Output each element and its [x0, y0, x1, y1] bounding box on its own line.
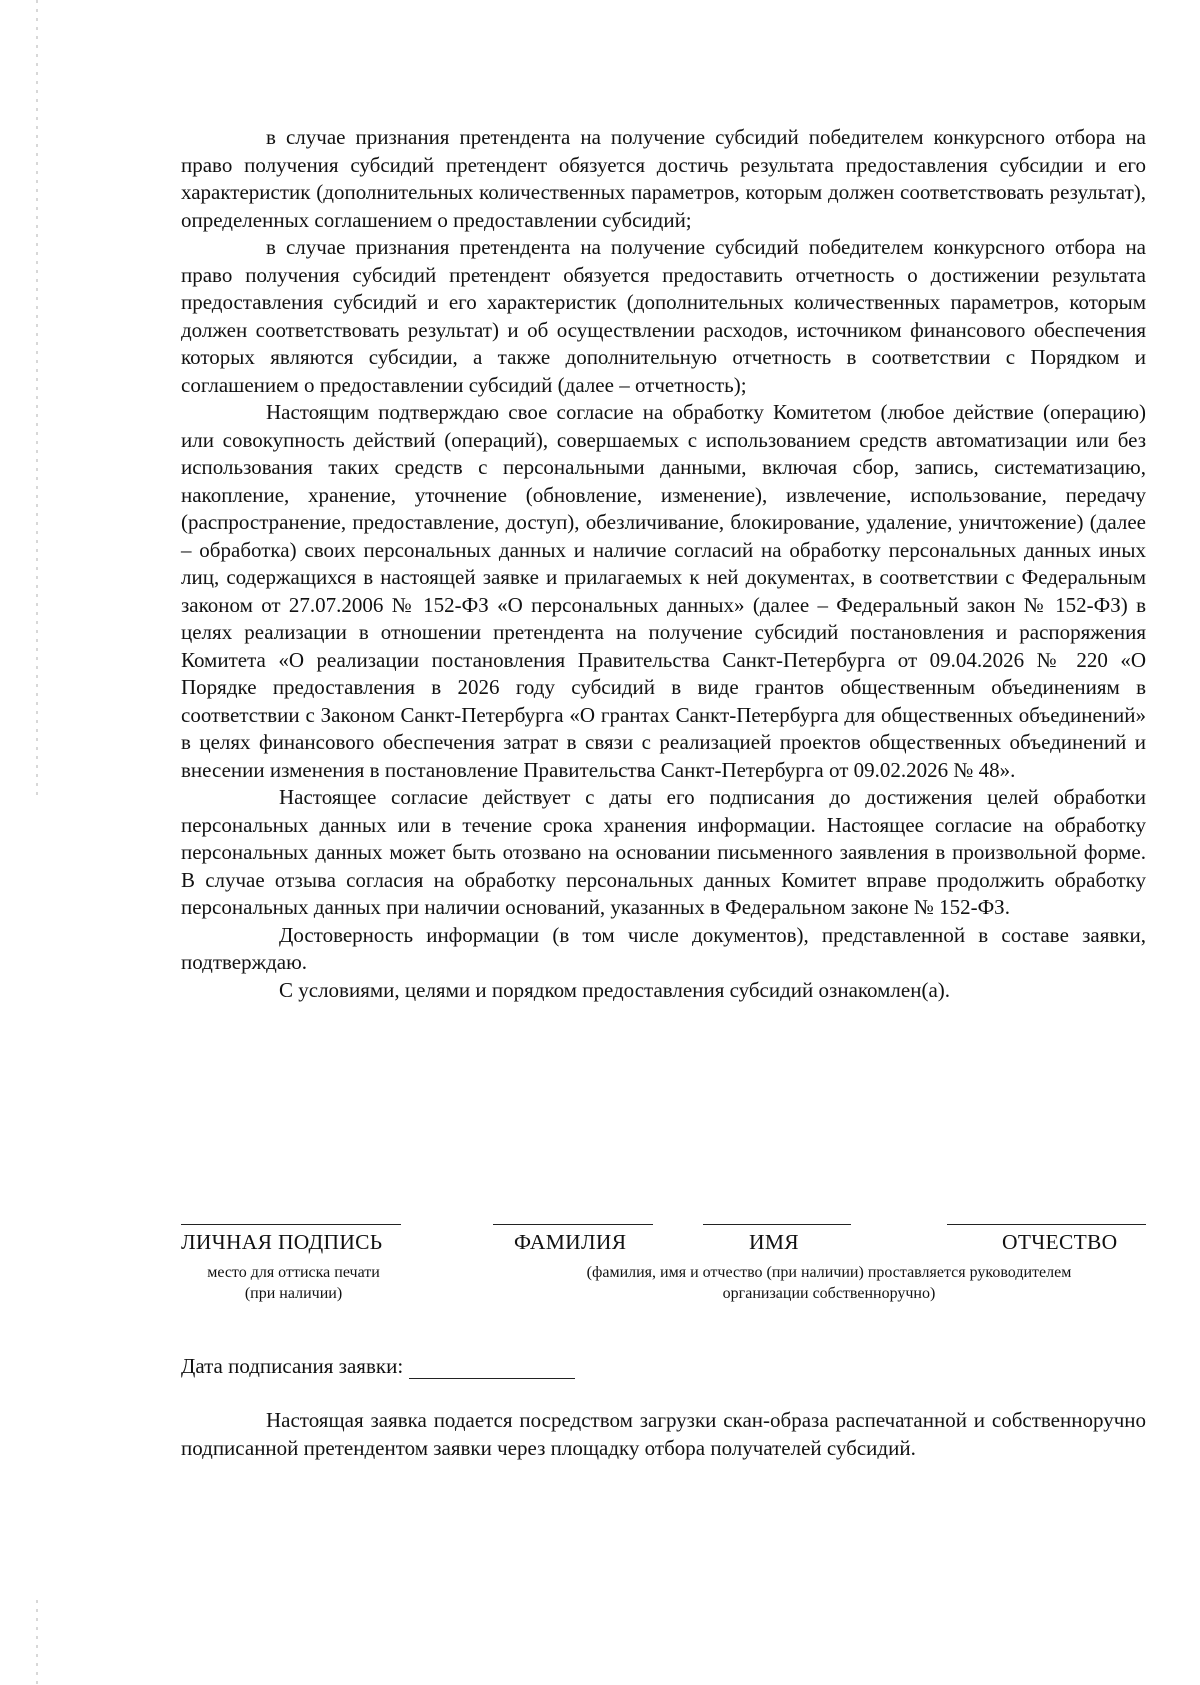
name-caption: ИМЯ	[749, 1230, 799, 1254]
fio-note-line2: организации собственноручно)	[722, 1285, 936, 1302]
name-line	[703, 1224, 851, 1225]
patronymic-caption: ОТЧЕСТВО	[1002, 1230, 1118, 1254]
paragraph-reporting-obligation: в случае признания претендента на получение субсидий победителем конкурсного отбора на право получения субсидий претендент обязуется предоставить отчетность о достижении результата предоставления субсидий и его характеристик (дополнительных количественных параметров, которым должен соответствовать результат) и об осуществлении расходов, источником финансового обеспечения которых являются субсидии, а также дополнительную отчетность в соответствии с Порядком и соглашением о предоставлении субсидий (далее – отчетность);	[181, 235, 1146, 397]
stamp-note-line2: (при наличии)	[244, 1285, 343, 1302]
paragraph-result-obligation: в случае признания претендента на получение субсидий победителем конкурсного отбора на право получения субсидий претендент обязуется достичь результата предоставления субсидии и его характеристик (дополнительных количественных параметров, которым должен соответствовать результат), определенных соглашением о предоставлении субсидий;	[181, 125, 1146, 232]
fio-note-line1: (фамилия, имя и отчество (при наличии) проставляется руководителем	[586, 1264, 1072, 1281]
stamp-place-note	[181, 1262, 406, 1304]
signature-line	[181, 1224, 401, 1225]
paragraph-consent-validity: Настоящее согласие действует с даты его подписания до достижения целей обработки персональных данных или в течение срока хранения информации. Настоящее согласие на обработку персональных данных может быть отозвано на основании письменного заявления в произвольной форме. В случае отзыва согласия на обработку персональных данных Комитет вправе продолжить обработку персональных данных при наличии оснований, указанных в Федеральном законе № 152-ФЗ.	[181, 785, 1146, 919]
document-body	[181, 124, 1146, 1004]
paragraph-personal-data-consent: Настоящим подтверждаю свое согласие на обработку Комитетом (любое действие (операцию) или совокупность действий (операций), совершаемых с использованием средств автоматизации или без использования таких средств с персональными данными, включая сбор, запись, систематизацию, накопление, хранение, уточнение (обновление, изменение), извлечение, использование, передачу (распространение, предоставление, доступ), обезличивание, блокирование, удаление, уничтожение) (далее – обработка) своих персональных данных и наличие согласий на обработку персональных данных иных лиц, содержащихся в настоящей заявке и прилагаемых к ней документах, в соответствии с Федеральным законом от 27.07.2006 № 152-ФЗ «О персональных данных» (далее – Федеральный закон № 152-ФЗ) в целях реализации в отношении претендента на получение субсидий постановления и распоряжения Комитета «О реализации постановления Правительства Санкт-Петербурга от 09.04.2026 № 220 «О Порядке предоставления в 2026 году субсидий в виде грантов общественным объединениям в соответствии с Законом Санкт-Петербурга «О грантах Санкт-Петербурга для общественных объединений» в целях финансового обеспечения затрат в связи с реализацией проектов общественных объединений и внесении изменения в постановление Правительства Санкт-Петербурга от 09.02.2026 № 48».	[181, 400, 1146, 782]
signing-date-field[interactable]	[409, 1358, 575, 1379]
submission-note	[181, 1407, 1146, 1462]
patronymic-line	[947, 1224, 1146, 1225]
scan-margin-artifact-bottom	[36, 1600, 38, 1685]
paragraph-submission-method: Настоящая заявка подается посредством загрузки скан-образа распечатанной и собственноручно подписанной претендентом заявки через площадку отбора получателей субсидий.	[181, 1408, 1146, 1460]
surname-caption: ФАМИЛИЯ	[514, 1230, 627, 1254]
fio-instruction-note	[512, 1262, 1146, 1304]
personal-signature-caption: ЛИЧНАЯ ПОДПИСЬ	[181, 1230, 383, 1254]
surname-line	[493, 1224, 653, 1225]
signing-date-label: Дата подписания заявки:	[181, 1354, 404, 1378]
paragraph-reliability-confirmation: Достоверность информации (в том числе документов), представленной в составе заявки, подтверждаю.	[181, 922, 1146, 974]
signing-date-row	[181, 1354, 575, 1379]
stamp-note-line1: место для оттиска печати	[207, 1264, 380, 1281]
paragraph-acknowledgement: С условиями, целями и порядком предоставления субсидий ознакомлен(а).	[279, 977, 951, 1002]
signature-block	[181, 1224, 1146, 1334]
scan-margin-artifact	[36, 0, 38, 800]
